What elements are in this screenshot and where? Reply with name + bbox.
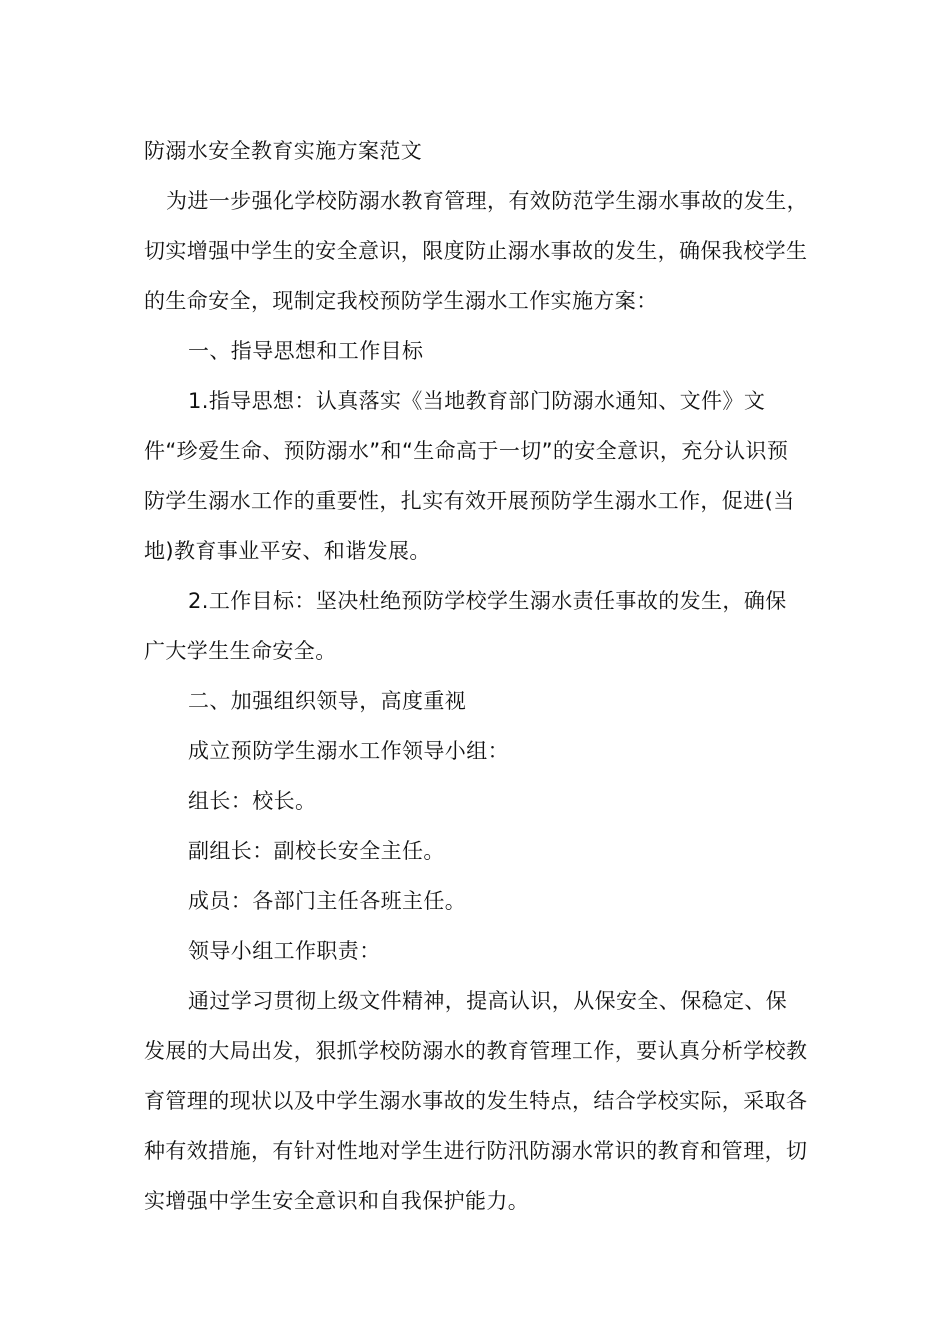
duties-heading: 领导小组工作职责： xyxy=(188,939,381,963)
document-body xyxy=(144,126,808,1226)
intro-paragraph: 为进一步强化学校防溺水教育管理，有效防范学生溺水事故的发生，切实增强中学生的安全意识，限度防止溺水事故的发生，确保我校学生的生命安全，现制定我校预防学生溺水工作实施方案： xyxy=(144,189,808,313)
section-heading-2: 二、加强组织领导，高度重视 xyxy=(188,689,467,713)
guiding-ideology-paragraph: 1.指导思想：认真落实《当地教育部门防溺水通知、文件》文件“珍爱生命、预防溺水”和“生命高于一切”的安全意识，充分认识预防学生溺水工作的重要性，扎实有效开展预防学生溺水工作，促进(当地)教育事业平安、和谐发展。 xyxy=(144,389,795,563)
group-leader-line: 组长：校长。 xyxy=(188,789,317,813)
duties-paragraph: 通过学习贯彻上级文件精神，提高认识，从保安全、保稳定、保发展的大局出发，狠抓学校防溺水的教育管理工作，要认真分析学校教育管理的现状以及中学生溺水事故的发生特点，结合学校实际，采取各种有效措施，有针对性地对学生进行防汛防溺水常识的教育和管理，切实增强中学生安全意识和自我保护能力。 xyxy=(144,989,808,1213)
deputy-leader-line: 副组长：副校长安全主任。 xyxy=(188,839,445,863)
members-line: 成员：各部门主任各班主任。 xyxy=(188,889,467,913)
work-goal-paragraph: 2.工作目标：坚决杜绝预防学校学生溺水责任事故的发生，确保广大学生生命安全。 xyxy=(144,589,787,663)
section-heading-1: 一、指导思想和工作目标 xyxy=(188,339,424,363)
document-title: 防溺水安全教育实施方案范文 xyxy=(144,139,423,163)
leadership-group-intro: 成立预防学生溺水工作领导小组： xyxy=(188,739,509,763)
